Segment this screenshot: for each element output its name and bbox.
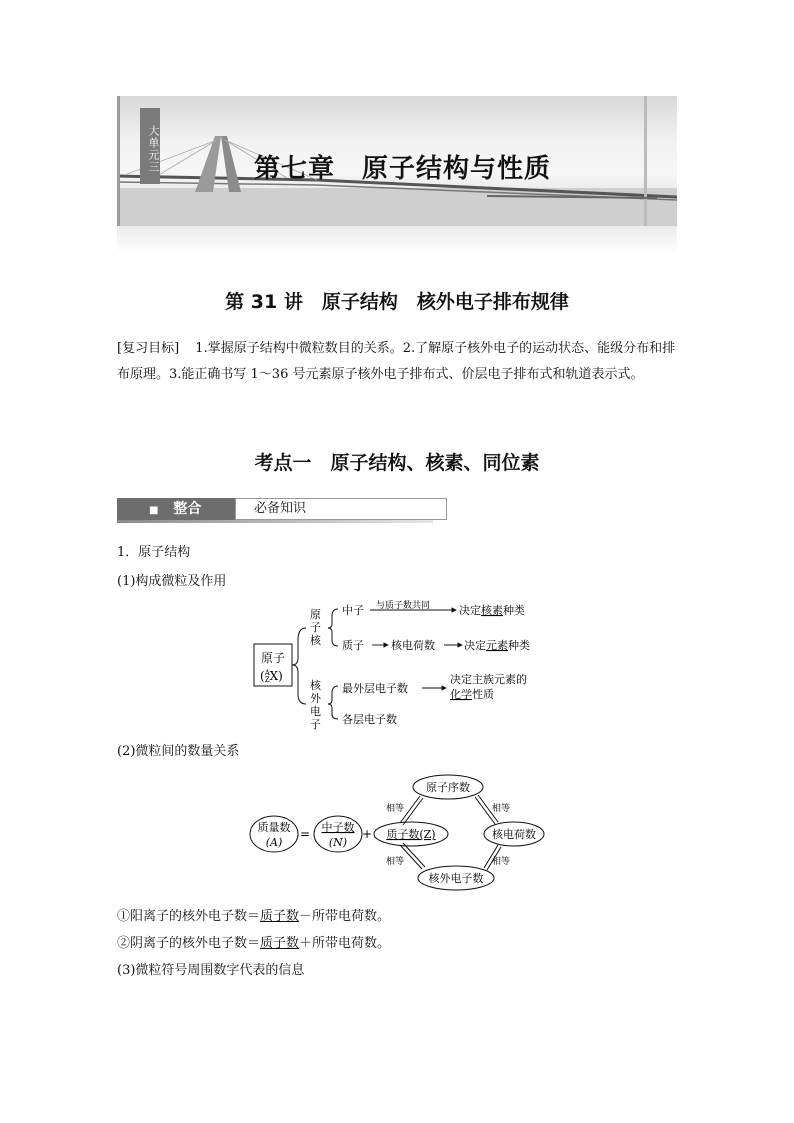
rule-anion-key: 质子数: [260, 936, 300, 951]
section-tag: [117, 498, 235, 520]
proton-result: 决定元素种类: [464, 639, 530, 652]
neutron-number-label: 中子数: [321, 821, 355, 834]
proton-label: 质子: [342, 639, 364, 652]
outer-result-line1: 决定主族元素的: [450, 673, 527, 686]
atom-symbol: ($^A$ ZX): [260, 669, 283, 684]
outer-electrons-label: 最外层电子数: [342, 682, 408, 695]
mass-number-label: 质量数: [257, 821, 291, 834]
atomic-number-label: 原子序数: [426, 781, 470, 794]
particles-diagram: [252, 600, 552, 730]
objectives-text: 1.掌握原子结构中微粒数目的关系。2.了解原子核外电子的运动状态、能级分布和排布原理。3.能正确书写 1～36 号元素原子核外电子排布式、价层电子排布式和轨道表示式。: [117, 341, 676, 382]
bar-underline: [117, 520, 433, 523]
section-tag-label: 整合: [173, 501, 202, 517]
equal-label-bottom-right: 相等: [492, 857, 511, 867]
heading-atomic-structure: 1．原子结构: [117, 545, 191, 560]
objectives-label: [复习目标]: [117, 341, 180, 356]
plus-sign: +: [361, 827, 373, 841]
rule-anion: ②阴离子的核外电子数＝质子数＋所带电荷数。: [117, 936, 391, 951]
shell-label-3: 电: [310, 705, 321, 718]
layer-electrons-label: 各层电子数: [342, 713, 397, 726]
lecture-title: 第 31 讲 原子结构 核外电子排布规律: [225, 291, 569, 313]
shell-label-4: 子: [310, 718, 321, 730]
nucleus-label-1: 原: [310, 608, 321, 621]
mass-number-symbol: (A): [265, 836, 283, 849]
section-bar: [117, 498, 433, 522]
square-icon: ■: [149, 505, 159, 516]
section-subtitle-label: 必备知识: [254, 501, 307, 516]
equals-sign: =: [299, 827, 311, 841]
unit-tag: 大单元三: [140, 108, 160, 184]
shell-label-2: 外: [310, 692, 321, 705]
shell-label-1: 核: [310, 679, 321, 692]
chapter-title: 第七章 原子结构与性质: [254, 154, 552, 184]
nucleus-label-3: 核: [310, 634, 321, 647]
neutron-number-symbol: (N): [328, 836, 348, 849]
review-objectives: [117, 336, 677, 388]
rule-cation-key: 质子数: [260, 909, 300, 924]
nucleus-label-2: 子: [310, 621, 321, 634]
banner-shadow: [117, 226, 677, 254]
heading-particles: (1)构成微粒及作用: [117, 574, 227, 589]
neutron-result: 决定核素种类: [459, 604, 525, 617]
equal-label-top-right: 相等: [492, 804, 511, 814]
quantity-relation-diagram: [248, 772, 548, 892]
neutron-arrow-label: 与质子数共同: [376, 601, 431, 611]
equal-label-bottom-left: 相等: [386, 857, 405, 867]
rule-cation: ①阳离子的核外电子数＝质子数－所带电荷数。: [117, 909, 391, 924]
charge-label: 核电荷数: [391, 639, 435, 652]
equal-label-top-left: 相等: [386, 804, 405, 814]
neutron-label: 中子: [342, 604, 364, 617]
atom-label: 原子: [260, 651, 286, 665]
heading-symbol-info: (3)微粒符号周围数字代表的信息: [117, 963, 305, 978]
section-subtitle: [235, 498, 447, 520]
nuclear-charge-label: 核电荷数: [492, 828, 536, 841]
heading-quantity-relation: (2)微粒间的数量关系: [117, 744, 240, 759]
outer-result-line2: 化学性质: [450, 688, 494, 701]
electron-count-label: 核外电子数: [428, 872, 484, 885]
proton-number-label: 质子数(Z): [386, 828, 436, 841]
section-title: 考点一 原子结构、核素、同位素: [254, 452, 540, 474]
